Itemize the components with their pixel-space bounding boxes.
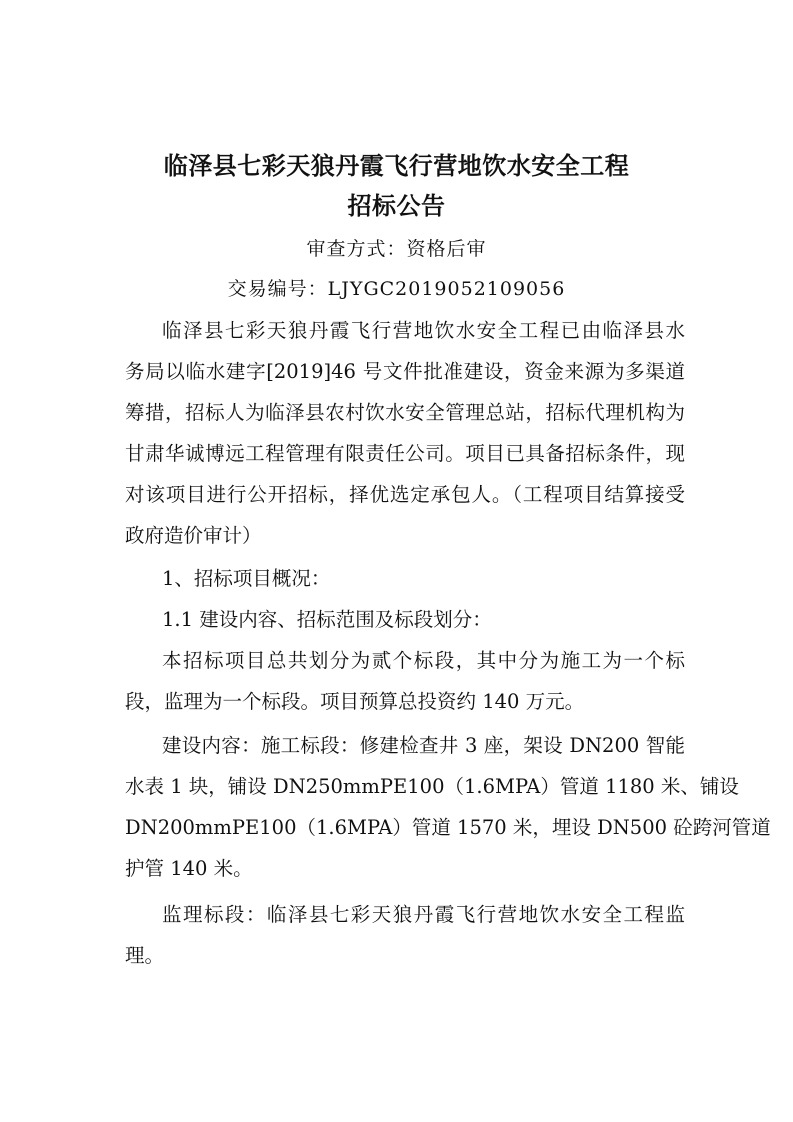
trade-number: 交易编号：LJYGC2019052109056 [227, 278, 566, 300]
paragraph-line: 建设内容：施工标段：修建检查井 3 座，架设 DN200 智能 [162, 734, 685, 757]
paragraph-line: 监理标段：临泽县七彩天狼丹霞飞行营地饮水安全工程监 [162, 903, 685, 926]
review-method: 审查方式：资格后审 [306, 238, 487, 260]
paragraph-line: 对该项目进行公开招标，择优选定承包人。（工程项目结算接受 [125, 483, 685, 506]
paragraph-line: 务局以临水建字[2019]46 号文件批准建设，资金来源为多渠道 [125, 360, 685, 383]
paragraph-line: 甘肃华诚博远工程管理有限责任公司。项目已具备招标条件，现 [125, 442, 685, 465]
paragraph-line: 理。 [125, 944, 165, 967]
paragraph-line: 本招标项目总共划分为贰个标段，其中分为施工为一个标 [162, 649, 685, 672]
subsection-heading: 1.1 建设内容、招标范围及标段划分： [162, 608, 492, 631]
paragraph-line: 政府造价审计） [125, 524, 262, 547]
section-heading: 1、招标项目概况： [162, 567, 331, 590]
paragraph-line: 段，监理为一个标段。项目预算总投资约 140 万元。 [125, 690, 585, 713]
paragraph-line: 护管 140 米。 [125, 857, 253, 880]
paragraph-line: 筹措，招标人为临泽县农村饮水安全管理总站，招标代理机构为 [125, 401, 685, 424]
document-title: 临泽县七彩天狼丹霞飞行营地饮水安全工程 [163, 152, 630, 180]
document-subtitle: 招标公告 [347, 192, 446, 220]
paragraph-line: 水表 1 块，铺设 DN250mmPE100（1.6MPA）管道 1180 米、铺设 [125, 775, 739, 798]
paragraph-line: 临泽县七彩天狼丹霞飞行营地饮水安全工程已由临泽县水 [162, 319, 685, 342]
paragraph-line: DN200mmPE100（1.6MPA）管道 1570 米，埋设 DN500 砼跨河管道 [125, 816, 771, 839]
